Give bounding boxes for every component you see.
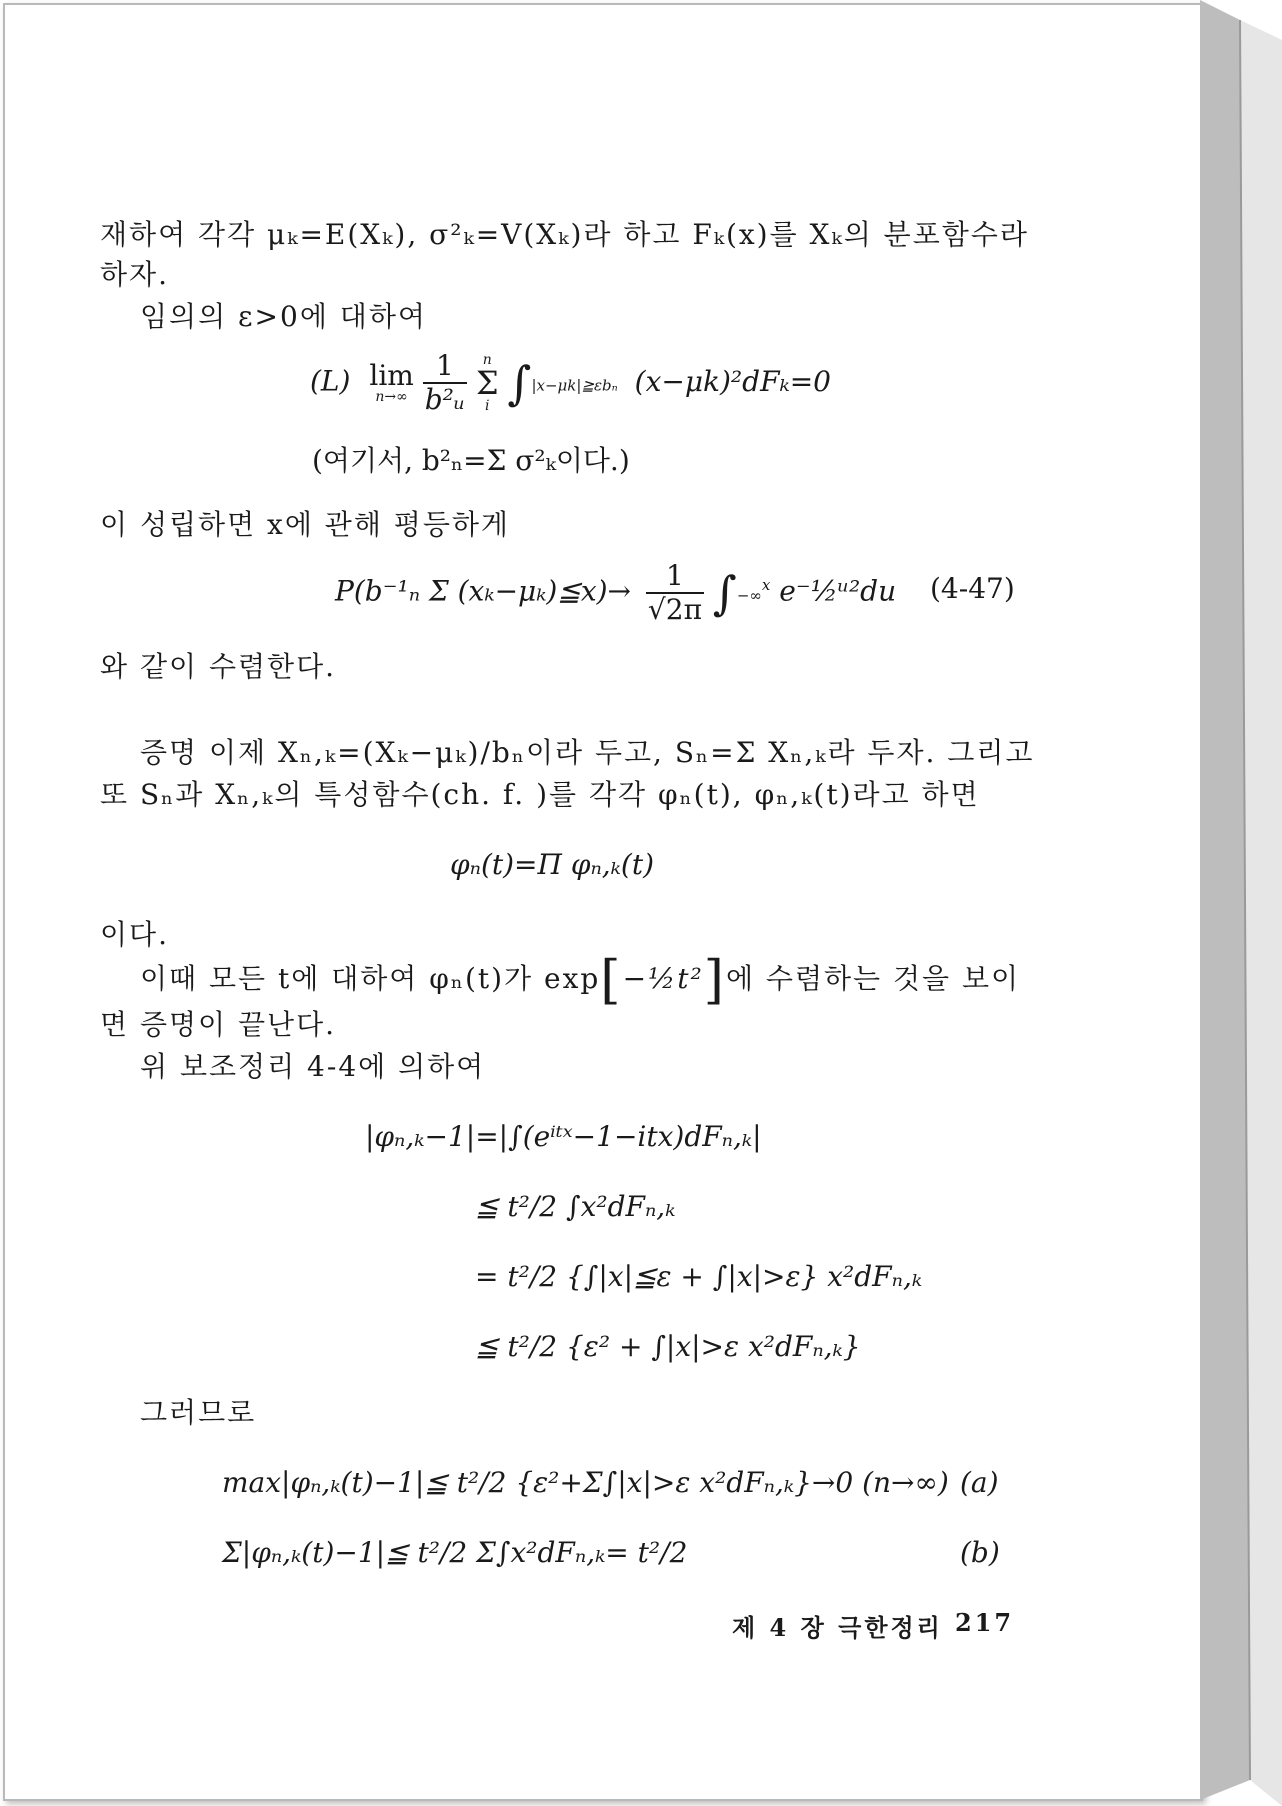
book-page xyxy=(3,3,1203,1801)
inequality-line-3: = t²/2 {∫|x|≦ε + ∫|x|>ε} x²dFₙ,ₖ xyxy=(475,1260,923,1293)
eq-4-47-integrand: e⁻½ᵘ²du xyxy=(779,574,897,608)
eq-4-47-den: √2π xyxy=(647,593,702,626)
equation-4-47: P(b⁻¹ₙ Σ (xₖ−μₖ)≦x)→ $\frac{1}{√2\pi}$ ∫−∞$^x$ e⁻½ᵘ²du xyxy=(335,559,897,626)
equation-a: max|φₙ,ₖ(t)−1|≦ t²/2 {ε²+Σ∫|x|>ε x²dFₙ,ₖ}→0 (n→∞) xyxy=(222,1466,949,1499)
equation-number-4-47: (4-47) xyxy=(930,572,1015,605)
fraction-numerator: 1 xyxy=(423,352,467,384)
eq-4-47-left: P(b⁻¹ₙ Σ (xₖ−μₖ)≦x)→ xyxy=(335,574,631,608)
text-line-1: 재하여 각각 μₖ=E(Xₖ), σ²ₖ=V(Xₖ)라 하고 Fₖ(x)를 Xₖ의 분포함수라 xyxy=(100,218,1029,251)
fraction-denominator: b²ᵤ xyxy=(424,383,466,416)
text-line-7-end: 에 수렴하는 것을 보이 xyxy=(725,962,1021,995)
text-line-9: 위 보조정리 4-4에 의하여 xyxy=(140,1050,486,1083)
note-line: (여기서, b²ₙ=Σ σ²ₖ이다.) xyxy=(312,444,630,477)
text-line-7: 이때 모든 t에 대하여 φₙ(t)가 exp[−½t²]에 수렴하는 것을 보이 xyxy=(140,950,1021,1011)
lim-subscript: n→∞ xyxy=(375,389,408,405)
integral-range: |x−μk|≧εbₙ xyxy=(531,376,618,395)
equation-label-L: (L) xyxy=(310,364,351,398)
page-number: 217 xyxy=(955,1608,1015,1637)
lindeberg-equation: (L) lim n→∞ $\frac{1}{\text{b²ᵤ}}$ n Σ i ∫|x−μk|≧εbₙ (x−μk)²dFₖ=0 xyxy=(310,349,831,416)
equation-label-a: (a) xyxy=(960,1466,999,1499)
proof-line-1: 증명 이제 Xₙ,ₖ=(Xₖ−μₖ)/bₙ이라 두고, Sₙ=Σ Xₙ,ₖ라 두자. 그리고 xyxy=(140,736,1035,769)
inequality-line-2: ≦ t²/2 ∫x²dFₙ,ₖ xyxy=(475,1190,676,1223)
text-line-7-start: 이때 모든 t에 대하여 φₙ(t)가 exp xyxy=(140,962,601,995)
text-line-6: 이다. xyxy=(100,918,169,951)
lim-operator: lim xyxy=(369,359,414,392)
product-equation: φₙ(t)=Π φₙ,ₖ(t) xyxy=(450,848,654,881)
equation-label-b: (b) xyxy=(960,1536,1000,1569)
inequality-line-1: |φₙ,ₖ−1|=|∫(eⁱᵗˣ−1−itx)dFₙ,ₖ| xyxy=(365,1120,762,1153)
text-line-5: 와 같이 수렴한다. xyxy=(100,650,337,683)
text-line-8: 면 증명이 끝난다. xyxy=(100,1008,337,1041)
proof-line-2: 또 Sₙ과 Xₙ,ₖ의 특성함수(ch. f. )를 각각 φₙ(t), φₙ,ₖ(t)라고 하면 xyxy=(100,778,980,811)
eq-4-47-num: 1 xyxy=(646,562,704,594)
page-stack-edge xyxy=(1200,0,1282,1806)
text-line-2: 하자. xyxy=(100,258,169,291)
footer-chapter-title: 제 4 장 극한정리 xyxy=(732,1613,943,1642)
exp-argument: −½t² xyxy=(622,962,704,995)
equation-body: (x−μk)²dFₖ=0 xyxy=(634,364,831,398)
text-line-3: 임의의 ε>0에 대하여 xyxy=(140,300,427,333)
text-line-4: 이 성립하면 x에 관해 평등하게 xyxy=(100,508,510,541)
text-line-10: 그러므로 xyxy=(140,1396,257,1429)
equation-b: Σ|φₙ,ₖ(t)−1|≦ t²/2 Σ∫x²dFₙ,ₖ= t²/2 xyxy=(222,1536,688,1569)
inequality-line-4: ≦ t²/2 {ε² + ∫|x|>ε x²dFₙ,ₖ} xyxy=(475,1330,861,1363)
